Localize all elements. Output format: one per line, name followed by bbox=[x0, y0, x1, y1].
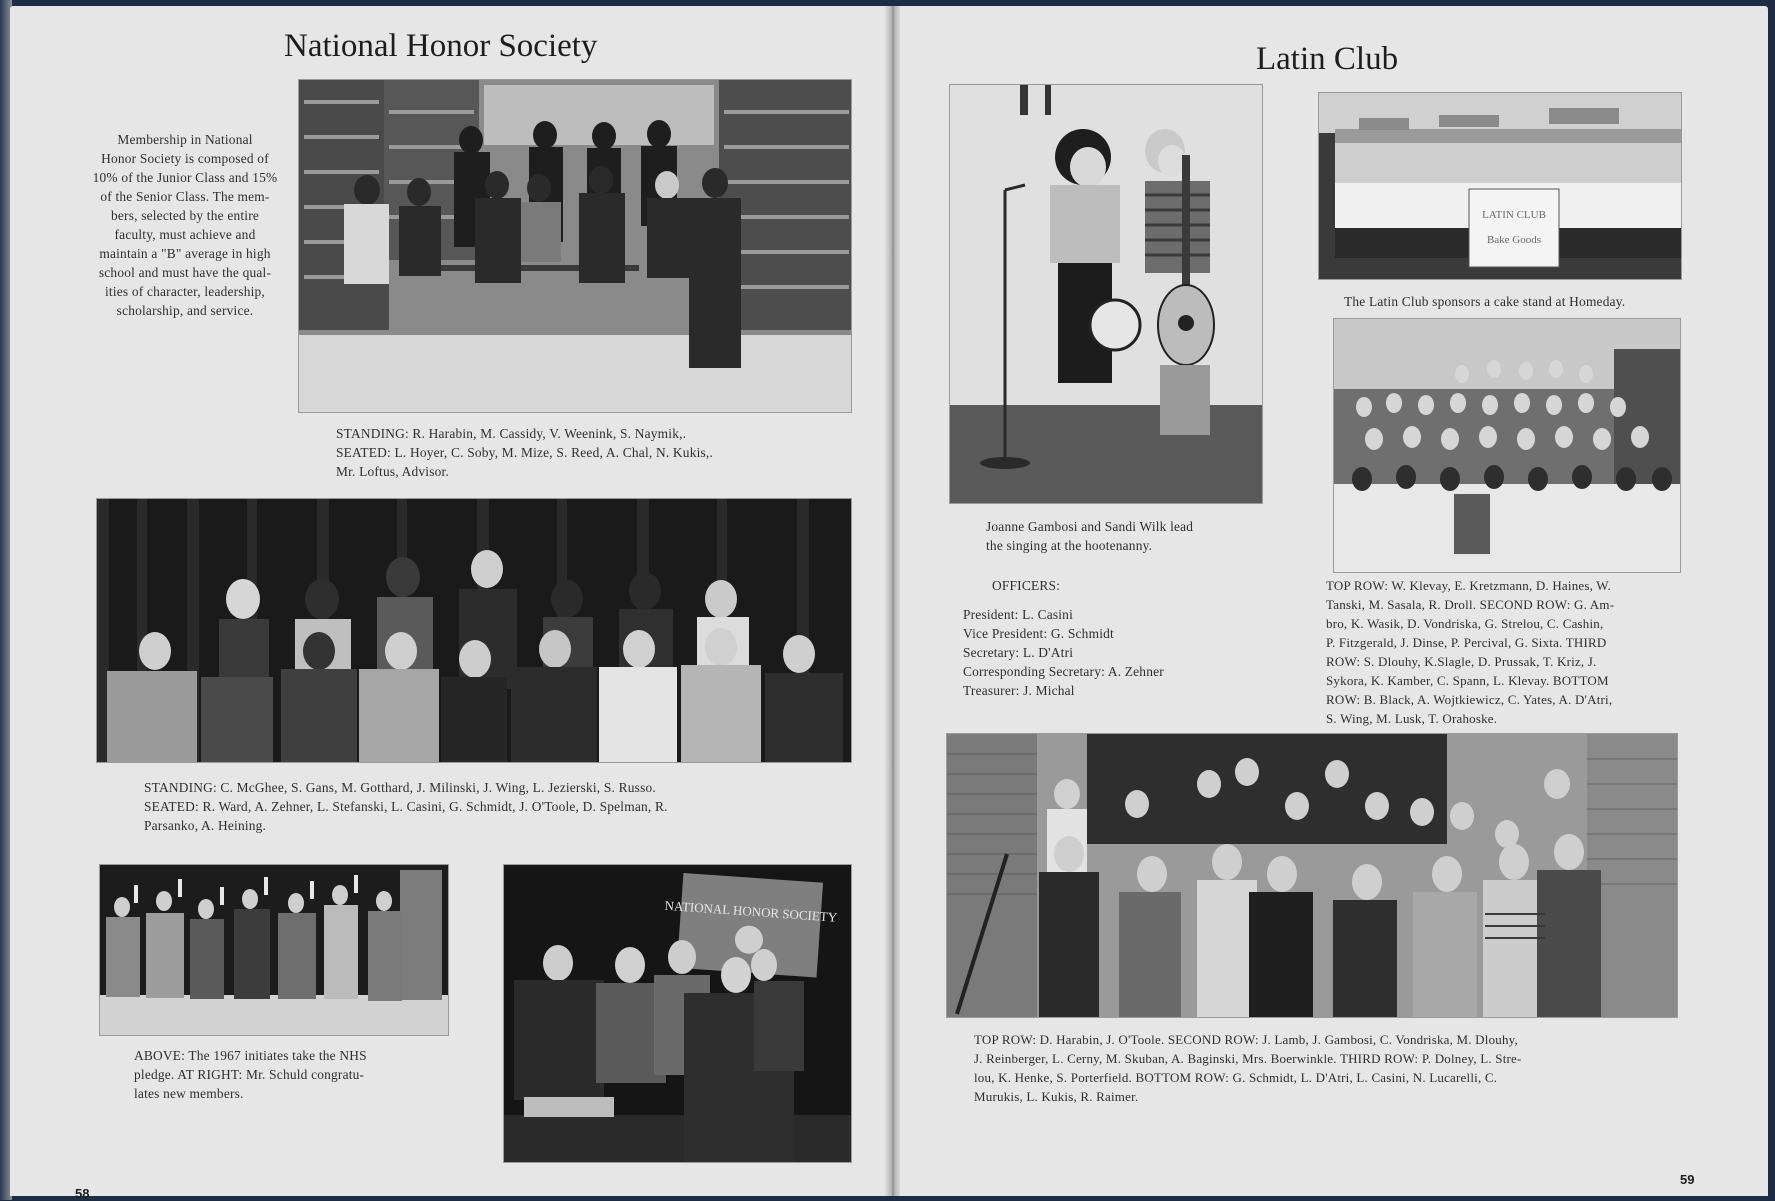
caption-line: Parsanko, A. Heining. bbox=[144, 818, 267, 833]
officer-corresponding-secretary: Corresponding Secretary: A. Zehner bbox=[963, 664, 1164, 679]
caption-line: lou, K. Henke, S. Porterfield. BOTTOM ROW: G. Schmidt, L. D'Atri, L. Casini, N. Lucarelli, C. bbox=[974, 1070, 1498, 1085]
cake-sign-line-1: LATIN CLUB bbox=[1482, 209, 1546, 221]
caption-line: Sykora, K. Kamber, C. Spann, L. Klevay. BOTTOM bbox=[1326, 673, 1609, 688]
nhs-caption-1 bbox=[336, 424, 856, 481]
caption-line: SEATED: L. Hoyer, C. Soby, M. Mize, S. Reed, A. Chal, N. Kukis,. bbox=[336, 445, 714, 460]
left-page bbox=[10, 6, 894, 1201]
cake-sign-line-2: Bake Goods bbox=[1486, 234, 1542, 246]
nhs-stage-photo bbox=[96, 498, 852, 763]
caption-line: bro, K. Wasik, D. Vondriska, G. Strelou, C. Cashin, bbox=[1326, 616, 1604, 631]
intro-line: ities of character, leadership, bbox=[105, 284, 265, 299]
caption-line: STANDING: C. McGhee, S. Gans, M. Gotthard, J. Milinski, J. Wing, L. Jezierski, S. Russo. bbox=[144, 780, 656, 795]
officer-vice-president: Vice President: G. Schmidt bbox=[963, 626, 1114, 641]
caption-line: SEATED: R. Ward, A. Zehner, L. Stefanski, L. Casini, G. Schmidt, J. O'Toole, D. Spelman, R. bbox=[144, 799, 668, 814]
intro-line: of the Senior Class. The mem- bbox=[100, 189, 270, 204]
caption-line: pledge. AT RIGHT: Mr. Schuld congratu- bbox=[134, 1067, 365, 1082]
officers-list bbox=[963, 605, 1263, 700]
caption-line: P. Fitzgerald, J. Dinse, P. Percival, G. Sixta. THIRD bbox=[1326, 635, 1607, 650]
latin-club-group-photo-1 bbox=[1333, 318, 1681, 573]
intro-line: Honor Society is composed of bbox=[101, 151, 269, 166]
caption-line: ABOVE: The 1967 initiates take the NHS bbox=[134, 1048, 367, 1063]
latin-club-title: Latin Club bbox=[1256, 41, 1399, 77]
intro-line: faculty, must achieve and bbox=[114, 227, 256, 242]
caption-line: J. Reinberger, L. Cerny, M. Skuban, A. Baginski, Mrs. Boerwinkle. THIRD ROW: P. Dolney, L. Stre- bbox=[974, 1051, 1522, 1066]
intro-line: Membership in National bbox=[117, 132, 253, 147]
nhs-intro bbox=[70, 130, 300, 320]
nhs-library-photo bbox=[298, 79, 852, 413]
page-number-right: 59 bbox=[1680, 1172, 1695, 1187]
hootenanny-caption bbox=[986, 517, 1266, 555]
congratulations-photo bbox=[503, 864, 852, 1163]
nhs-title: National Honor Society bbox=[284, 28, 598, 64]
intro-line: bers, selected by the entire bbox=[111, 208, 259, 223]
caption-line: Joanne Gambosi and Sandi Wilk lead bbox=[986, 519, 1194, 534]
intro-line: maintain a "B" average in high bbox=[99, 246, 271, 261]
caption-line: ROW: B. Black, A. Wojtkiewicz, C. Yates, A. D'Atri, bbox=[1326, 692, 1613, 707]
latin-group-2-caption bbox=[974, 1030, 1674, 1106]
officer-secretary: Secretary: L. D'Atri bbox=[963, 645, 1074, 660]
pledge-caption bbox=[134, 1046, 434, 1103]
caption-line: STANDING: R. Harabin, M. Cassidy, V. Weenink, S. Naymik,. bbox=[336, 426, 687, 441]
caption-line: Tanski, M. Sasala, R. Droll. SECOND ROW: G. Am- bbox=[1326, 597, 1615, 612]
caption-line: S. Wing, M. Lusk, T. Orahoske. bbox=[1326, 711, 1498, 726]
caption-line: TOP ROW: W. Klevay, E. Kretzmann, D. Haines, W. bbox=[1326, 578, 1612, 593]
nhs-caption-2 bbox=[144, 778, 844, 835]
hootenanny-photo bbox=[949, 84, 1263, 504]
banner-text: NATIONAL HONOR SOCIETY bbox=[664, 897, 838, 925]
caption-line: TOP ROW: D. Harabin, J. O'Toole. SECOND ROW: J. Lamb, J. Gambosi, C. Vondriska, M. Dlouhy, bbox=[974, 1032, 1518, 1047]
caption-line: Mr. Loftus, Advisor. bbox=[336, 464, 449, 479]
officer-president: President: L. Casini bbox=[963, 607, 1074, 622]
right-page bbox=[900, 6, 1768, 1196]
page-number-left: 58 bbox=[75, 1186, 90, 1201]
intro-line: 10% of the Junior Class and 15% bbox=[92, 170, 278, 185]
caption-line: ROW: S. Dlouhy, K.Slagle, D. Prussak, T. Kriz, J. bbox=[1326, 654, 1597, 669]
cake-stand-photo bbox=[1318, 92, 1682, 280]
intro-line: scholarship, and service. bbox=[116, 303, 254, 318]
caption-line: lates new members. bbox=[134, 1086, 244, 1101]
officer-treasurer: Treasurer: J. Michal bbox=[963, 683, 1075, 698]
caption-line: the singing at the hootenanny. bbox=[986, 538, 1153, 553]
officers-heading: OFFICERS: bbox=[992, 578, 1061, 593]
intro-line: school and must have the qual- bbox=[98, 265, 272, 280]
cake-stand-caption: The Latin Club sponsors a cake stand at Homeday. bbox=[1344, 294, 1626, 309]
pledge-photo bbox=[99, 864, 449, 1036]
latin-group-1-caption bbox=[1326, 576, 1686, 728]
caption-line: Murukis, L. Kukis, R. Raimer. bbox=[974, 1089, 1139, 1104]
latin-club-group-photo-2 bbox=[946, 733, 1678, 1018]
